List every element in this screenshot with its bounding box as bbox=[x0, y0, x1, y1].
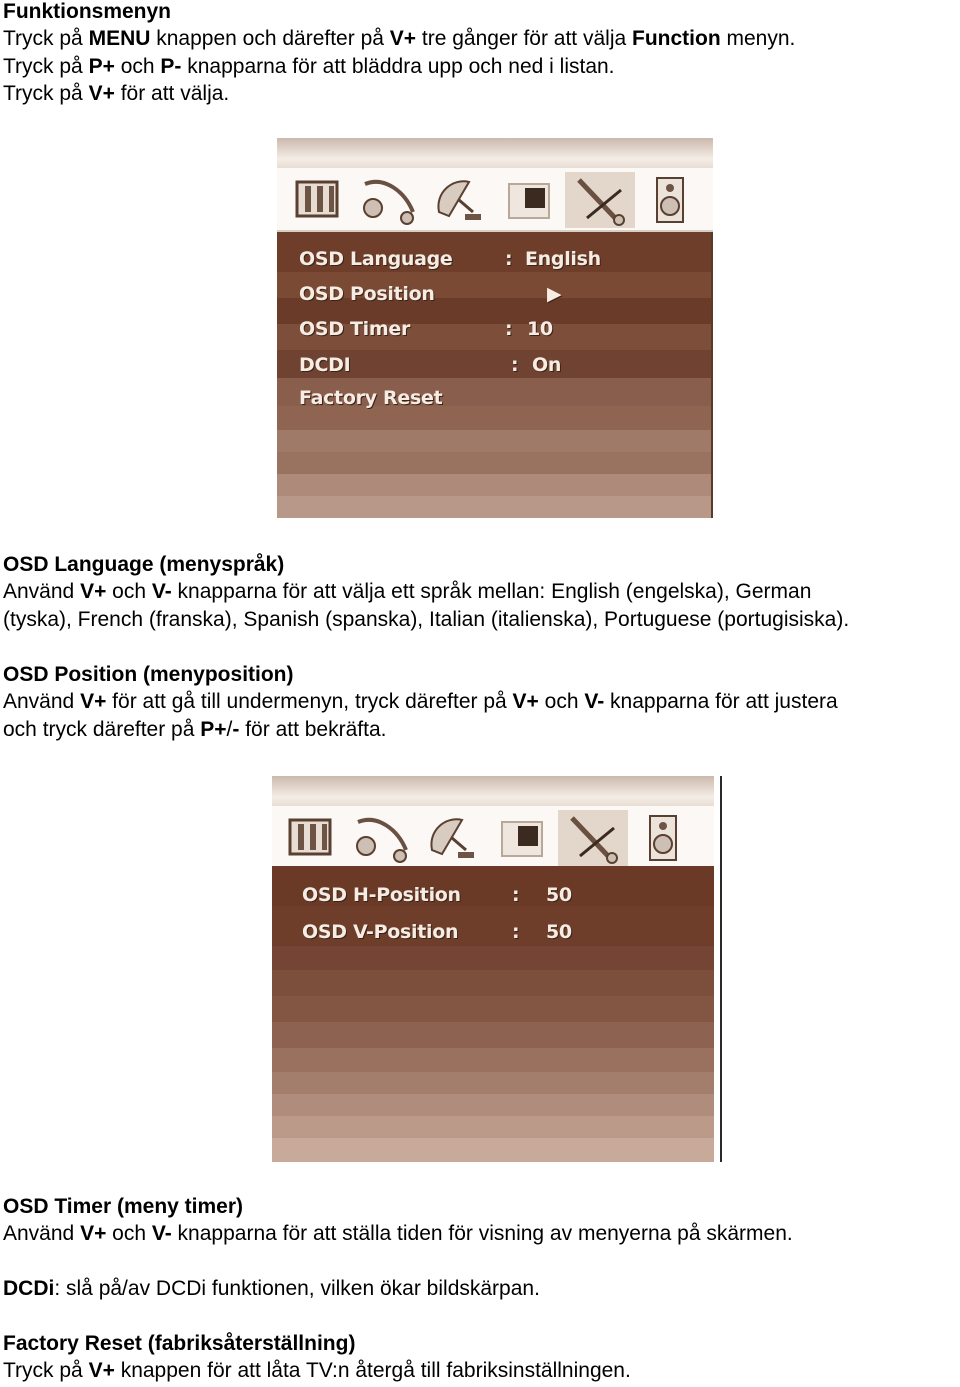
section-heading: OSD Language (menyspråk) bbox=[3, 553, 285, 576]
osd-icon-row bbox=[277, 168, 713, 232]
tools-icon bbox=[558, 810, 628, 866]
picture-icon bbox=[285, 172, 355, 228]
paragraph-line: Använd V+ och V- knapparna för att välja ett språk mellan: English (engelska), German bbox=[3, 580, 812, 604]
section-heading: OSD Position (menyposition) bbox=[3, 663, 294, 686]
factory-reset-section bbox=[3, 1330, 631, 1385]
osd-title-bar bbox=[277, 138, 713, 168]
section-heading: Factory Reset (fabriksåterställning) bbox=[3, 1332, 356, 1355]
tools-icon bbox=[565, 172, 635, 228]
window-icon bbox=[488, 810, 558, 866]
paragraph-line: och tryck därefter på P+/- för att bekräfta. bbox=[3, 717, 387, 741]
speaker-icon bbox=[635, 172, 705, 228]
screenshot-edge-line bbox=[720, 776, 722, 1162]
paragraph-line: DCDi: slå på/av DCDi funktionen, vilken ökar bildskärpan. bbox=[3, 1277, 540, 1300]
satellite-dish-icon bbox=[418, 810, 488, 866]
osd-menu-panel: OSD Language : English OSD Position ▶ OSD Timer : 10 DCDI : On Factory Reset bbox=[277, 232, 713, 518]
osd-timer-section bbox=[3, 1193, 793, 1248]
osd-function-menu-screenshot bbox=[277, 138, 713, 518]
section-heading: Funktionsmenyn bbox=[3, 0, 172, 23]
paragraph-line: Använd V+ för att gå till undermenyn, tryck därefter på V+ och V- knapparna för att justera bbox=[3, 690, 838, 714]
headphones-icon bbox=[348, 810, 418, 866]
picture-icon bbox=[278, 810, 348, 866]
osd-position-section bbox=[3, 661, 838, 743]
osd-icon-row bbox=[272, 806, 714, 870]
osd-submenu-panel: OSD H-Position : 50 OSD V-Position : 50 bbox=[272, 866, 714, 1162]
section-heading: OSD Timer (meny timer) bbox=[3, 1195, 244, 1218]
paragraph-line: (tyska), French (franska), Spanish (spanska), Italian (italienska), Portuguese (portugisiska). bbox=[3, 607, 850, 631]
osd-title-bar bbox=[272, 776, 714, 806]
osd-position-submenu-screenshot bbox=[272, 776, 722, 1162]
window-icon bbox=[495, 172, 565, 228]
paragraph-line: Tryck på P+ och P- knapparna för att bläddra upp och ned i listan. bbox=[3, 54, 615, 78]
intro-section bbox=[3, 0, 795, 107]
submenu-arrow-icon: ▶ bbox=[547, 283, 562, 305]
paragraph-line: Tryck på V+ för att välja. bbox=[3, 81, 230, 105]
dcdi-section bbox=[3, 1275, 540, 1302]
speaker-icon bbox=[628, 810, 698, 866]
headphones-icon bbox=[355, 172, 425, 228]
satellite-dish-icon bbox=[425, 172, 495, 228]
paragraph-line: Använd V+ och V- knapparna för att ställa tiden för visning av menyerna på skärmen. bbox=[3, 1222, 793, 1246]
osd-language-section bbox=[3, 551, 849, 633]
paragraph-line: Tryck på MENU knappen och därefter på V+ tre gånger för att välja Function menyn. bbox=[3, 27, 796, 51]
paragraph-line: Tryck på V+ knappen för att låta TV:n återgå till fabriksinställningen. bbox=[3, 1359, 631, 1383]
